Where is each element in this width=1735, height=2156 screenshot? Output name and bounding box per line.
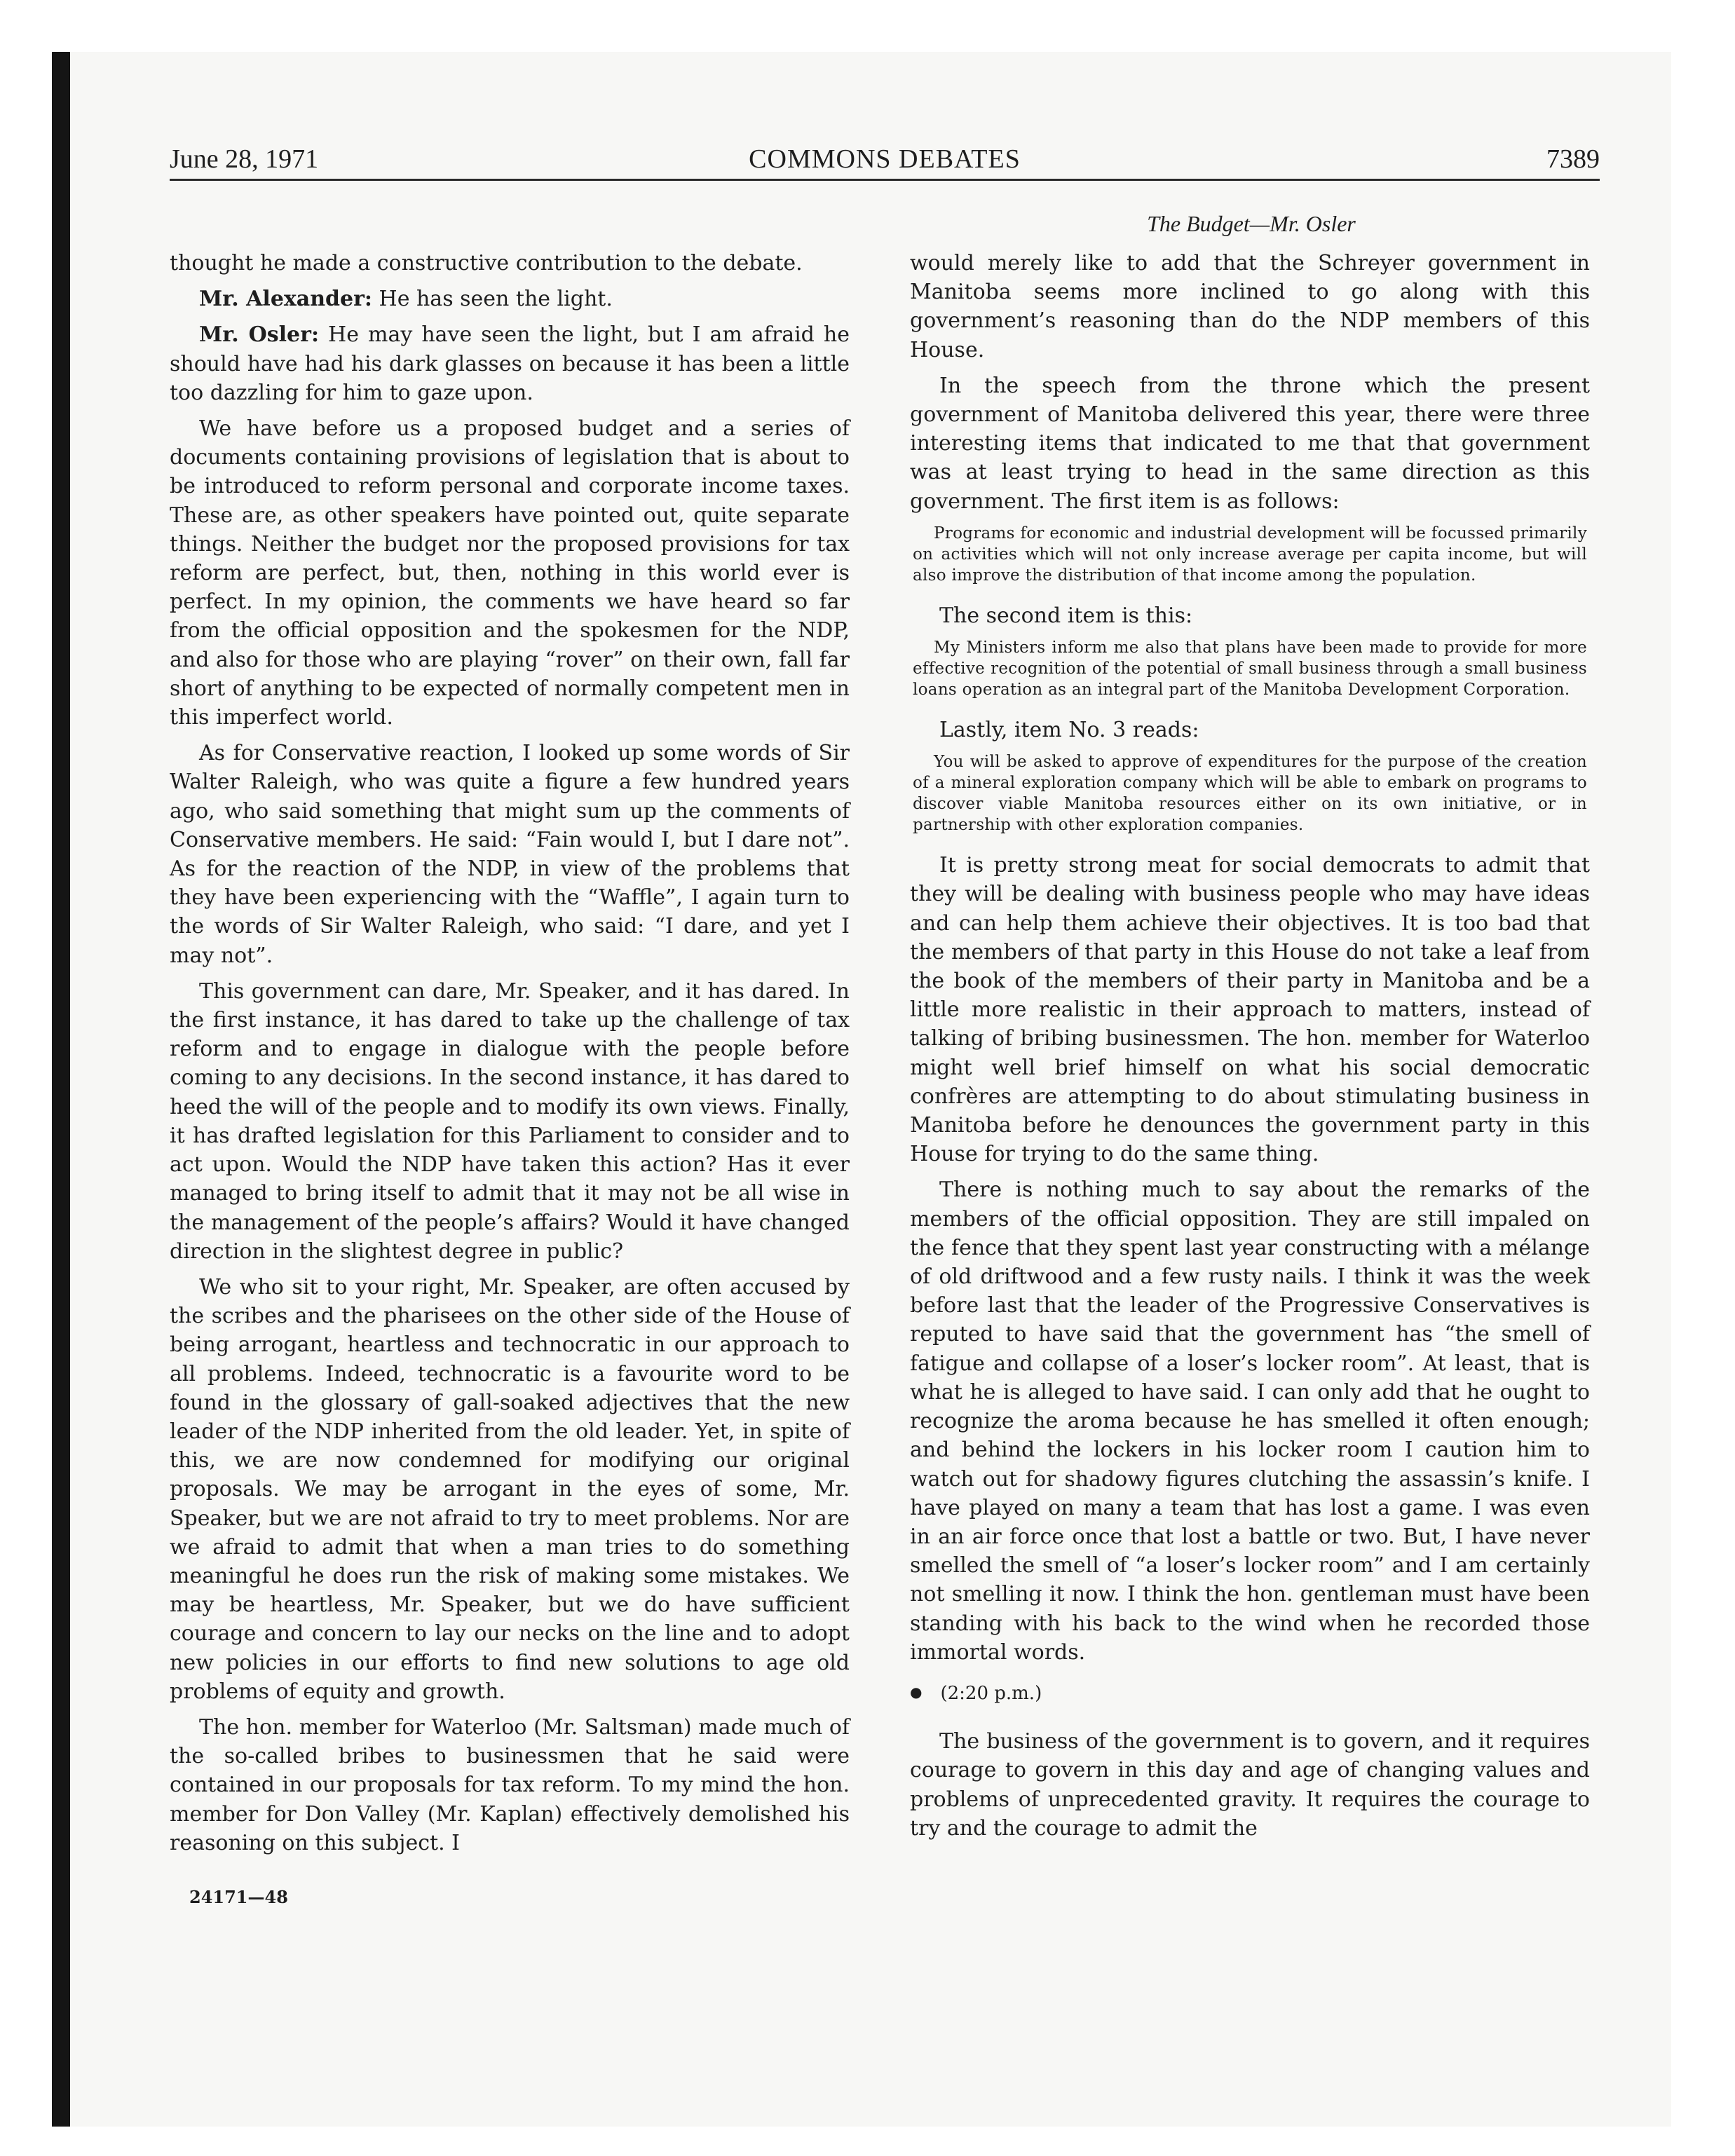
paragraph: The business of the government is to govern, and it requires courage to govern in this day and age of changing values and problems of unprecedented gravity. It requires the courage to try and the courage to admit the [910, 1729, 1590, 1841]
paragraph: This government can dare, Mr. Speaker, and it has dared. In the first instance, it has dared to take up the challenge of tax reform and to engage in dialogue with the people before coming to any decisions. In the second instance, it has dared to heed the will of the people and to modify its own views. Finally, it has drafted legislation for this Parliament to consider and to act upon. Would the NDP have taken this action? Has it ever managed to bring itself to admit that it may not be all wise in the management of the people’s affairs? Would it have changed direction in the slightest degree in public? [170, 978, 850, 1264]
page-header [170, 144, 1600, 179]
time-text: (2:20 p.m.) [940, 1682, 1042, 1704]
header-rule [170, 179, 1600, 181]
paragraph: It is pretty strong meat for social democrats to admit that they will be dealing with business people who may have ideas and can help them achieve their objectives. It is too bad that the members of that party in this House do not take a leaf from the book of the members of their party in Manitoba and be a little more realistic in their approach to matters, instead of talking of bribing businessmen. The hon. member for Waterloo might well brief himself on what his social democratic confrères are attempting to do about stimulating business in Manitoba before he denounces the government party in this House for trying to do the same thing. [910, 853, 1590, 1167]
paragraph: thought he made a constructive contribution to the debate. [170, 251, 803, 275]
time-stamp [910, 1679, 1590, 1709]
header-date: June 28, 1971 [170, 144, 319, 174]
footnote-code: 24171—48 [189, 1887, 288, 1907]
speech-text: He has seen the light. [372, 287, 613, 312]
right-column [910, 249, 1590, 1850]
bullet-icon: ● [910, 1683, 923, 1700]
paragraph: As for Conservative reaction, I looked up some words of Sir Walter Raleigh, who was quite a figure a few hundred years ago, who said something that might sum up the comments of Conservative members. He said: “Fain would I, but I dare not”. As for the reaction of the NDP, in view of the problems that they have been experiencing with the “Waffle”, I again turn to the words of Sir Walter Raleigh, who said: “I dare, and yet I may not”. [170, 741, 850, 968]
block-quote: My Ministers inform me also that plans have been made to provide for more effective recognition of the potential of small business through a small business loans operation as an integral part of the Manitoba Development Corporation. [913, 639, 1587, 700]
paragraph [170, 320, 850, 407]
paragraph: The second item is this: [939, 603, 1193, 628]
paragraph: There is nothing much to say about the remarks of the members of the official opposition. They are still impaled on the fence that they spent last year constructing with a mélange of old driftwood and a few rusty nails. I think it was the week before last that the leader of the Progressive Conservatives is reputed to have said that the government has “the smell of fatigue and collapse of a loser’s locker room”. At least, that is what he is alleged to have said. I can only add that he ought to recognize the aroma because he has smelled it often enough; and behind the lockers in his locker room I caution him to watch out for shadowy figures clutching the assassin’s knife. I have played on many a team that has lost a game. I was even in an air force once that lost a battle or two. But, I have never smelled the smell of “a loser’s locker room” and I am certainly not smelling it now. I think the hon. gentleman must have been standing with his back to the wind when he recorded those immortal words. [910, 1178, 1590, 1665]
speaker-name: Mr. Alexander: [199, 287, 372, 312]
paragraph: We have before us a proposed budget and a series of documents containing provisions of legislation that is about to be introduced to reform personal and corporate income taxes. These are, as other speakers have pointed out, quite separate things. Neither the budget nor the proposed provisions for tax reform are perfect, but, then, nothing in this world ever is perfect. In my opinion, the comments we have heard so far from the official opposition and the spokesmen for the NDP, and also for those who are playing “rover” on their own, fall far short of anything to be expected of normally competent men in this imperfect world. [170, 416, 850, 730]
block-quote: You will be asked to approve of expenditures for the purpose of the creation of a mineral exploration company which will be able to embark on programs to discover viable Manitoba resources either on its own initiative, or in partnership with other exploration companies. [913, 753, 1587, 835]
paragraph: We who sit to your right, Mr. Speaker, are often accused by the scribes and the pharisees on the other side of the House of being arrogant, heartless and technocratic in our approach to all problems. Indeed, technocratic is a favourite word to be found in the glossary of gall-soaked adjectives that the new leader of the NDP inherited from the old leader. Yet, in spite of this, we are now condemned for modifying our original proposals. We may be arrogant in the eyes of some, Mr. Speaker, but we are not afraid to try to meet problems. Nor are we afraid to admit that when a man tries to do something meaningful he does run the risk of making some mistakes. We may be heartless, Mr. Speaker, but we do have sufficient courage and concern to lay our necks on the line and to adopt new policies in our efforts to find new solutions to age old problems of equity and growth. [170, 1274, 850, 1704]
running-head: The Budget—Mr. Osler [1147, 211, 1356, 236]
speech-text: He may have seen the light, but I am afraid he should have had his dark glasses on because it has been a little too dazzling for him to gaze upon. [170, 322, 850, 405]
speaker-name: Mr. Osler: [199, 322, 320, 348]
scan-edge-bar [52, 52, 70, 2127]
paragraph [170, 285, 850, 313]
left-column [170, 249, 850, 1864]
paragraph: In the speech from the throne which the present government of Manitoba delivered this year, there were three interesting items that indicated to me that that government was at least trying to head in the same direction as this government. The first item is as follows: [910, 373, 1590, 514]
paragraph: would merely like to add that the Schreyer government in Manitoba seems more inclined to go along with this government’s reasoning than do the NDP members of this House. [910, 251, 1590, 362]
block-quote: Programs for economic and industrial development will be focussed primarily on activities which will not only increase average per capita income, but will also improve the distribution of that income among the population. [913, 524, 1587, 585]
paragraph: The hon. member for Waterloo (Mr. Saltsman) made much of the so-called bribes to businessmen that he said were contained in our proposals for tax reform. To my mind the hon. member for Don Valley (Mr. Kaplan) effectively demolished his reasoning on this subject. I [170, 1714, 850, 1855]
document-page [161, 144, 1598, 1980]
header-title: COMMONS DEBATES [749, 144, 1021, 174]
header-page-number: 7389 [1546, 144, 1600, 174]
paragraph: Lastly, item No. 3 reads: [939, 718, 1199, 743]
